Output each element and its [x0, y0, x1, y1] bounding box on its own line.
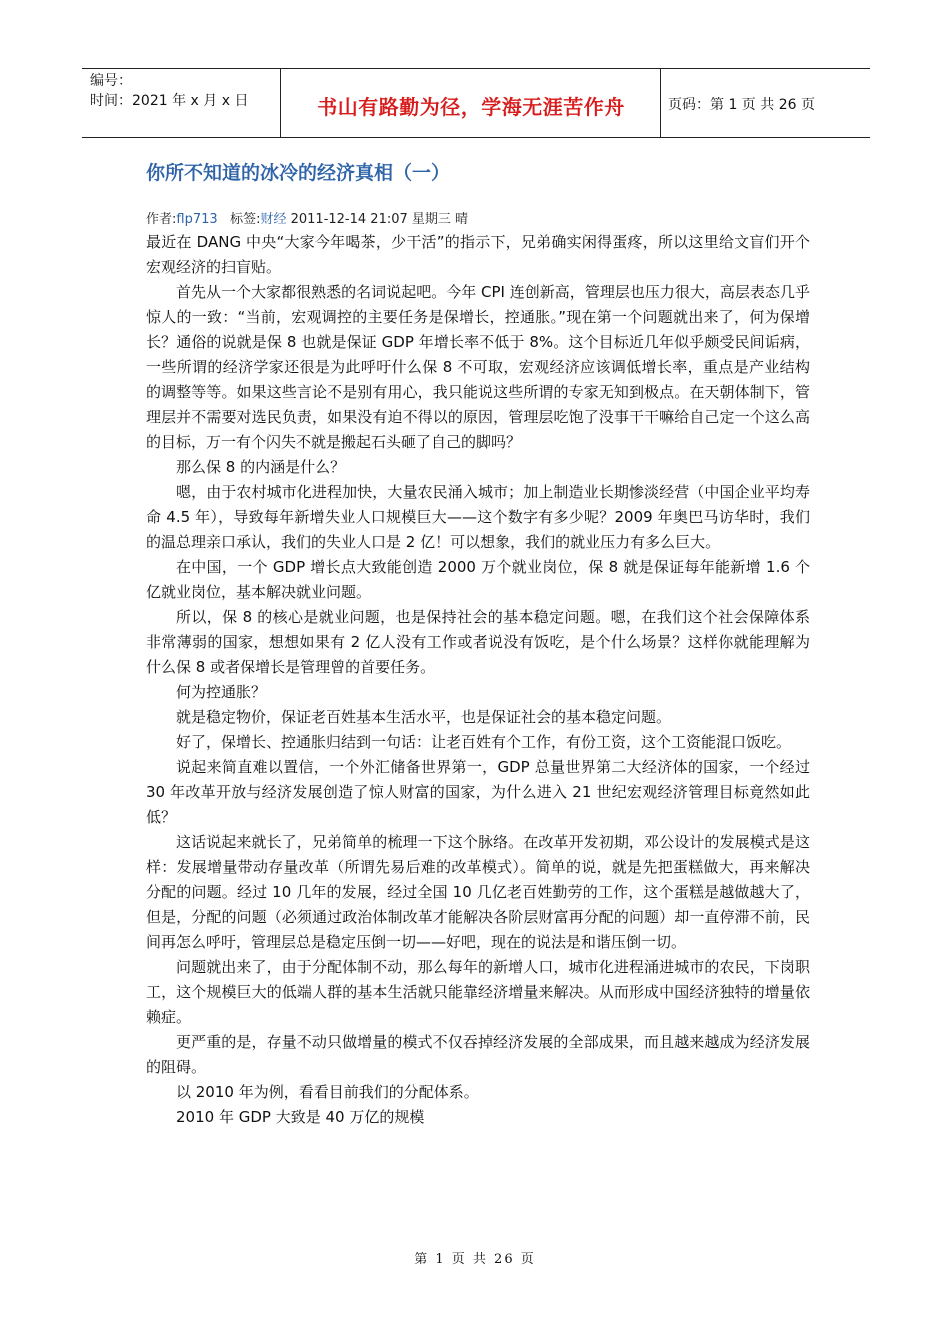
paragraph: 说起来简直难以置信，一个外汇储备世界第一，GDP 总量世界第二大经济体的国家，一个经过 30 年改革开放与经济发展创造了惊人财富的国家，为什么进入 21 世纪宏观经济管理目标竟然如此低？ [146, 758, 810, 826]
header-motto: 书山有路勤为径，学海无涯苦作舟 [317, 95, 625, 119]
paragraph: 首先从一个大家都很熟悉的名词说起吧。今年 CPI 连创新高，管理层也压力很大，高层表态几乎惊人的一致：“当前，宏观调控的主要任务是保增长，控通胀。”现在第一个问题就出来了，何为保增长？通俗的说就是保 8 也就是保证 GDP 年增长率不低于 8%。这个目标近几年似乎颇受民间诟病，一些所谓的经济学家还很是为此呼吁什么保 8 不可取，宏观经济应该调低增长率，重点是产业结构的调整等等。如果这些言论不是别有用心，我只能说这些所谓的专家无知到极点。在天朝体制下，管理层并不需要对选民负责，如果没有迫不得以的原因，管理层吃饱了没事干干嘛给自己定一个这么高的目标，万一有个闪失不就是搬起石头砸了自己的脚吗？ [146, 283, 810, 451]
paragraph: 更严重的是，存量不动只做增量的模式不仅吞掉经济发展的全部成果，而且越来越成为经济发展的阻碍。 [146, 1033, 810, 1076]
article-meta [146, 208, 468, 227]
header-motto-cell [282, 69, 661, 137]
article-datetime: 2011-12-14 21:07 星期三 晴 [290, 212, 469, 227]
document-number-label: 编号： [90, 73, 132, 89]
header-meta-cell [82, 69, 281, 137]
paragraph: 以 2010 年为例，看看目前我们的分配体系。 [176, 1083, 479, 1101]
paragraph: 何为控通胀？ [176, 683, 267, 701]
tag-link[interactable]: 财经 [260, 212, 287, 227]
paragraph: 好了，保增长、控通胀归结到一句话：让老百姓有个工作，有份工资，这个工资能混口饭吃。 [176, 733, 792, 751]
author-prefix: 作者: [146, 212, 177, 227]
paragraph: 嗯，由于农村城市化进程加快，大量农民涌入城市；加上制造业长期惨淡经营（中国企业平均寿命 4.5 年），导致每年新增失业人口规模巨大——这个数字有多少呢？2009 年奥巴马访华时，我们的温总理亲口承认，我们的失业人口是 2 亿！可以想象，我们的就业压力有多么巨大。 [146, 483, 810, 551]
article-body [146, 230, 810, 1130]
paragraph: 那么保 8 的内涵是什么？ [176, 458, 346, 476]
paragraph: 问题就出来了，由于分配体制不动，那么每年的新增人口，城市化进程涌进城市的农民，下岗职工，这个规模巨大的低端人群的基本生活就只能靠经济增量来解决。从而形成中国经济独特的增量依赖症。 [146, 958, 810, 1026]
paragraph: 这话说起来就长了，兄弟简单的梳理一下这个脉络。在改革开发初期，邓公设计的发展模式是这样：发展增量带动存量改革（所谓先易后难的改革模式）。简单的说，就是先把蛋糕做大，再来解决分配的问题。经过 10 几年的发展，经过全国 10 几亿老百姓勤劳的工作，这个蛋糕是越做越大了，但是，分配的问题（必须通过政治体制改革才能解决各阶层财富再分配的问题）却一直停滞不前，民间再怎么呼吁，管理层总是稳定压倒一切——好吧，现在的说法是和谐压倒一切。 [146, 833, 810, 951]
paragraph: 在中国，一个 GDP 增长点大致能创造 2000 万个就业岗位，保 8 就是保证每年能新增 1.6 个亿就业岗位，基本解决就业问题。 [146, 558, 810, 601]
header-page-info: 页码：第 1 页 共 26 页 [668, 97, 815, 113]
header-page-cell [662, 69, 870, 137]
paragraph: 所以，保 8 的核心是就业问题，也是保持社会的基本稳定问题。嗯，在我们这个社会保障体系非常薄弱的国家，想想如果有 2 亿人没有工作或者说没有饭吃，是个什么场景？这样你就能理解为什么保 8 或者保增长是管理曾的首要任务。 [146, 608, 810, 676]
paragraph: 就是稳定物价，保证老百姓基本生活水平，也是保证社会的基本稳定问题。 [176, 708, 672, 726]
paragraph: 最近在 DANG 中央“大家今年喝茶，少干活”的指示下，兄弟确实闲得蛋疼，所以这里给文盲们开个宏观经济的扫盲贴。 [146, 233, 810, 276]
article-title: 你所不知道的冰冷的经济真相（一） [146, 162, 451, 184]
page-footer: 第 1 页 共 26 页 [414, 1252, 536, 1267]
header-table [82, 68, 870, 138]
author-link[interactable]: flp713 [176, 212, 218, 227]
document-time-label: 时间：2021 年 x 月 x 日 [90, 93, 249, 109]
tag-label: 标签: [230, 212, 261, 227]
paragraph: 2010 年 GDP 大致是 40 万亿的规模 [176, 1108, 425, 1126]
